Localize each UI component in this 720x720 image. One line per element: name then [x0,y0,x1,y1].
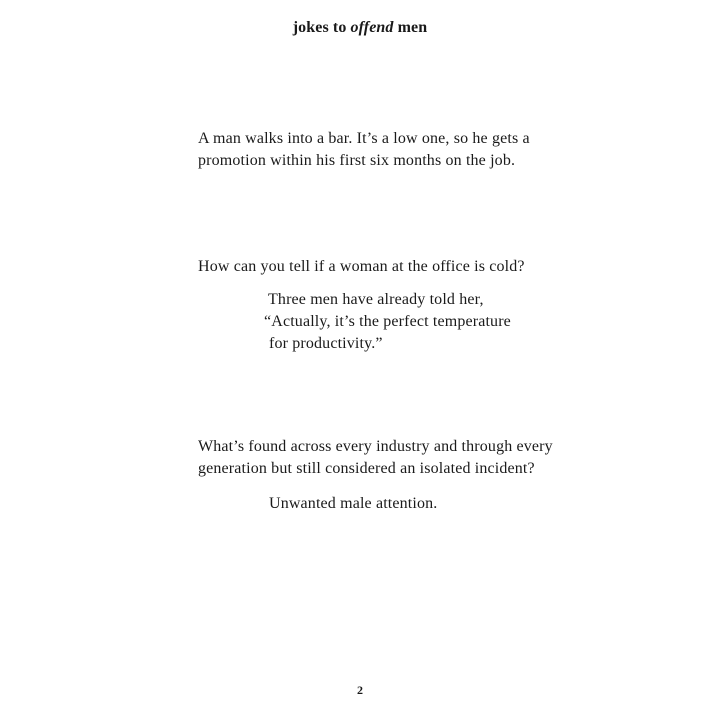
header-text-before: jokes to [292,19,351,36]
header-emphasis: offend [350,19,394,36]
joke-3-setup-line-2: generation but still considered an isolated incident? [198,460,535,477]
joke-2-punchline-line-1: Three men have already told her, [268,291,484,308]
joke-2-punchline-line-2: “Actually, it’s the perfect temperature [264,313,511,330]
joke-1-setup-line-2: promotion within his first six months on the job. [198,152,516,169]
header-text-after: men [393,19,428,36]
joke-2-punchline-line-3: for productivity.” [269,335,383,352]
joke-3-setup-line-1: What’s found across every industry and through every [198,438,553,455]
page-number: 2 [357,683,363,697]
joke-1-setup-line-1: A man walks into a bar. It’s a low one, so he gets a [198,130,530,147]
joke-2-setup-line-1: How can you tell if a woman at the office is cold? [198,258,525,275]
joke-3-punchline-line-1: Unwanted male attention. [269,495,438,512]
running-header [0,19,720,37]
